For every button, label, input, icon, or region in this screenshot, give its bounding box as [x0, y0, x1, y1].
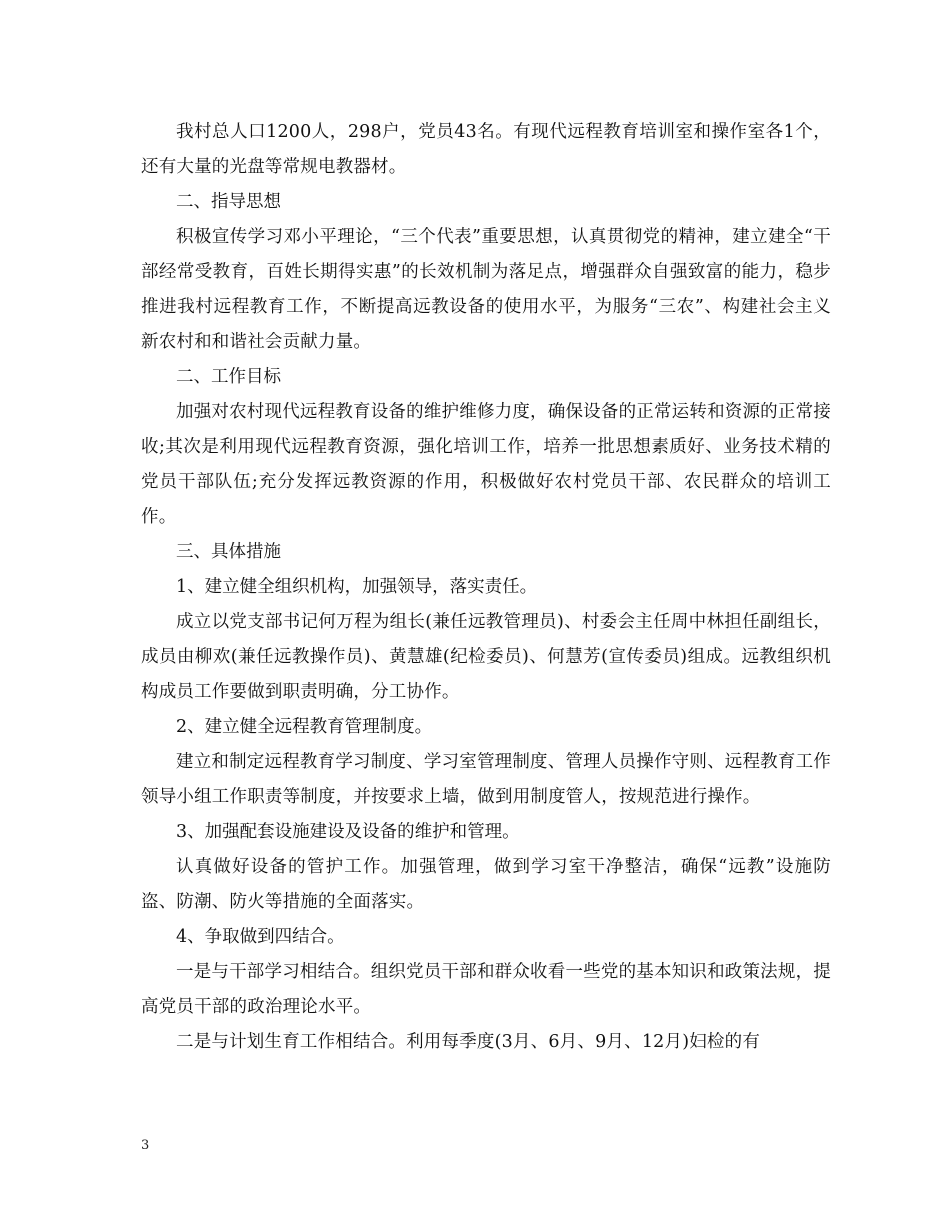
- subheading-facility-maintenance: 3、加强配套设施建设及设备的维护和管理。: [176, 822, 520, 842]
- page-number: 3: [141, 1138, 150, 1153]
- heading-guiding-ideology: 二、指导思想: [176, 192, 281, 212]
- paragraph-work-goals: 加强对农村现代远程教育设备的维护维修力度，确保设备的正常运转和资源的正常接收;其次是利用现代远程教育资源，强化培训工作，培养一批思想素质好、业务技术精的党员干部队伍;充分发挥远教资源的作用，积极做好农村党员干部、农民群众的培训工作。: [141, 402, 831, 527]
- paragraph-village-overview: 我村总人口1200人，298户，党员43名。有现代远程教育培训室和操作室各1个，还有大量的光盘等常规电教器材。: [141, 122, 831, 177]
- paragraph-family-planning: 二是与计划生育工作相结合。利用每季度(3月、6月、9月、12月)妇检的有: [176, 1032, 761, 1052]
- paragraph-guiding-ideology: 积极宣传学习邓小平理论，“三个代表”重要思想，认真贯彻党的精神，建立建全“干部经常受教育，百姓长期得实惠”的长效机制为落足点，增强群众自强致富的能力，稳步推进我村远程教育工作，不断提高远教设备的使用水平，为服务“三农”、构建社会主义新农村和和谐社会贡献力量。: [141, 227, 831, 352]
- heading-specific-measures: 三、具体措施: [176, 542, 281, 562]
- paragraph-organization: 成立以党支部书记何万程为组长(兼任远教管理员)、村委会主任周中林担任副组长，成员由柳欢(兼任远教操作员)、黄慧雄(纪检委员)、何慧芳(宣传委员)组成。远教组织机构成员工作要做到职责明确，分工协作。: [141, 612, 831, 702]
- paragraph-facility-maintenance: 认真做好设备的管护工作。加强管理，做到学习室干净整洁，确保“远教”设施防盗、防潮、防火等措施的全面落实。: [141, 857, 831, 912]
- subheading-four-combinations: 4、争取做到四结合。: [176, 927, 345, 947]
- paragraph-cadre-study: 一是与干部学习相结合。组织党员干部和群众收看一些党的基本知识和政策法规，提高党员干部的政治理论水平。: [141, 962, 831, 1017]
- paragraph-management-system: 建立和制定远程教育学习制度、学习室管理制度、管理人员操作守则、远程教育工作领导小组工作职责等制度，并按要求上墙，做到用制度管人，按规范进行操作。: [141, 752, 831, 807]
- document-body: [141, 115, 831, 1060]
- subheading-management-system: 2、建立健全远程教育管理制度。: [176, 717, 433, 737]
- heading-work-goals: 二、工作目标: [176, 367, 281, 387]
- subheading-organization: 1、建立健全组织机构，加强领导，落实责任。: [176, 577, 538, 597]
